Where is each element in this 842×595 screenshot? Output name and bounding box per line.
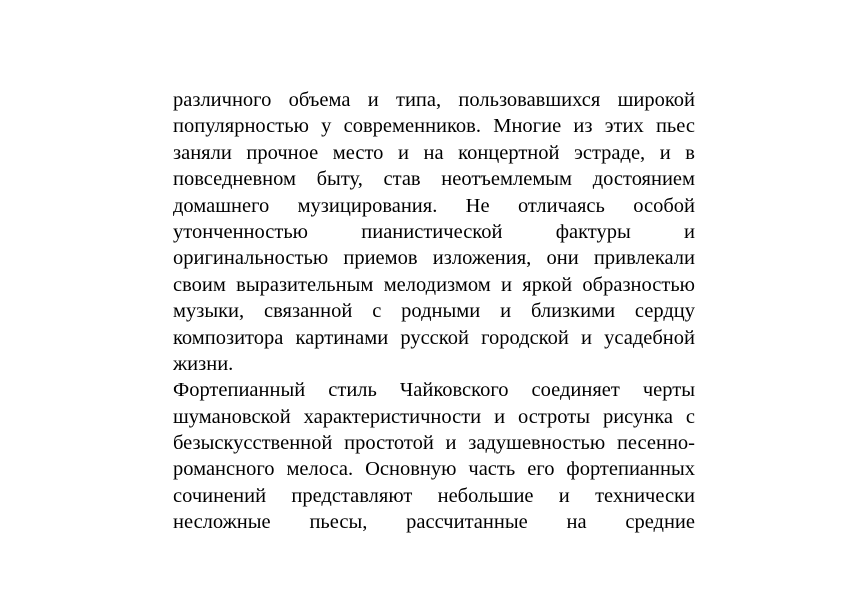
body-text [173,87,695,536]
text-line: утонченностью пианистической фактуры и [173,220,695,243]
text-line: популярностью у современников. Многие из этих пьес [173,115,695,138]
text-line: домашнего музицирования. Не отличаясь особой [173,194,695,217]
text-line: различного объема и типа, пользовавшихся широкой [173,89,695,111]
text-line: жизни. [173,352,234,375]
text-line: Фортепианный стиль Чайковского соединяет черты [173,379,695,402]
text-line: безыскусственной простотой и задушевностью песенно- [173,432,695,455]
text-line: оригинальностью приемов изложения, они привлекали [173,247,695,270]
paragraph-1 [173,87,695,377]
text-line: шумановской характеристичности и остроты рисунка с [173,405,695,428]
text-line: своим выразительным мелодизмом и яркой образностью [173,273,695,296]
text-line: романсного мелоса. Основную часть его фортепианных [173,458,695,481]
text-line: несложные пьесы, рассчитанные на средние [173,511,695,534]
text-line: музыки, связанной с родными и близкими сердцу [173,300,695,323]
text-line: заняли прочное место и на концертной эстраде, и в [173,141,695,164]
text-line: сочинений представляют небольшие и технически [173,484,695,507]
text-line: повседневном быту, став неотъемлемым достоянием [173,168,695,191]
text-line: композитора картинами русской городской и усадебной [173,326,695,349]
paragraph-2 [173,377,695,535]
